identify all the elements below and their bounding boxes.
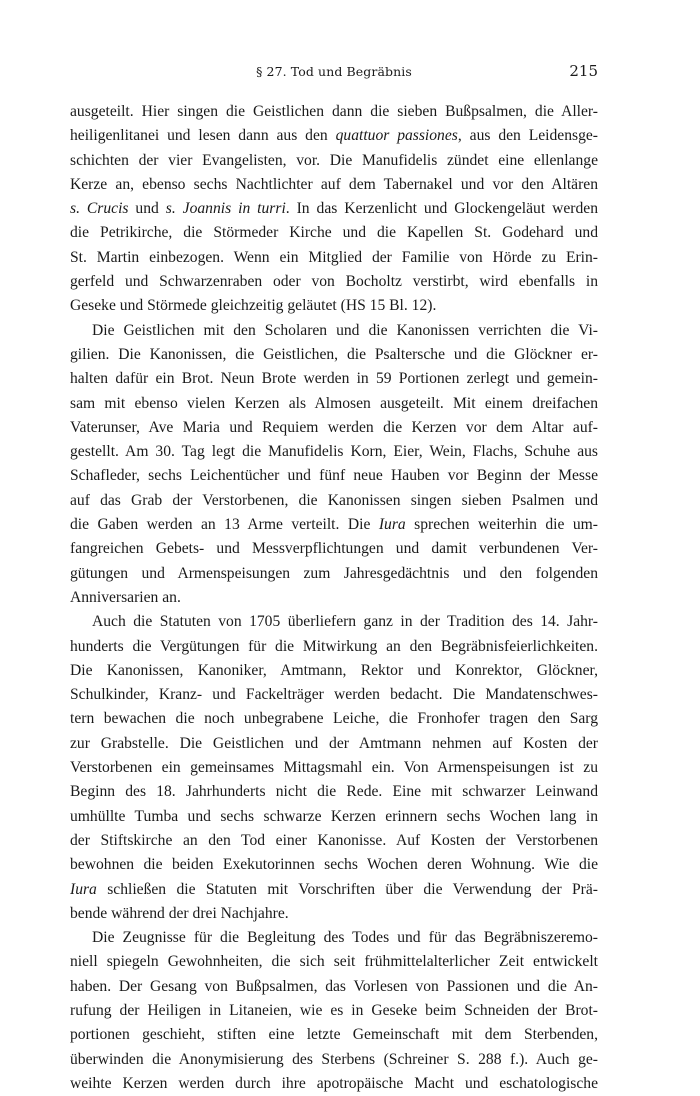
text-line: Schulkinder, Kranz- und Fackelträger werden bedacht. Die Mandatenschwes- (70, 686, 598, 704)
text-line: der Stiftskirche an den Tod einer Kanonisse. Auf Kosten der Verstorbenen (70, 831, 598, 849)
text-line: Kerze an, ebenso sechs Nachtlichter auf dem Tabernakel und vor den Altären (70, 175, 598, 193)
text-line: niell spiegeln Gewohnheiten, die sich seit frühmittelalterlicher Zeit entwickelt (70, 953, 598, 971)
paragraph (70, 319, 598, 611)
text-line: auf das Grab der Verstorbenen, die Kanonissen singen sieben Psalmen und (70, 491, 598, 509)
text-line: tern bewachen die noch unbegrabene Leiche, die Fronhofer tragen den Sarg (70, 710, 598, 728)
italic-term: quattuor passiones (335, 127, 458, 145)
text-line: St. Martin einbezogen. Wenn ein Mitglied der Familie von Hörde zu Erin- (70, 248, 598, 266)
text-line: umhüllte Tumba und sechs schwarze Kerzen erinnern sechs Wochen lang in (70, 807, 598, 825)
text-line: zur Grabstelle. Die Geistlichen und der Amtmann nehmen auf Kosten der (70, 734, 598, 752)
page-header (70, 62, 598, 82)
text-line: Die Zeugnisse für die Begleitung des Todes und für das Begräbniszeremo- (92, 929, 598, 947)
text-line: Vaterunser, Ave Maria und Requiem werden die Kerzen vor dem Altar auf- (70, 418, 598, 436)
text-line: hunderts die Vergütungen für die Mitwirkung an den Begräbnisfeierlichkeiten. (70, 637, 598, 655)
text-line: heiligenlitanei und lesen dann aus den quattuor passiones, aus den Leidensge- (70, 127, 599, 145)
text-line: Die Geistlichen mit den Scholaren und die Kanonissen verrichten die Vi- (92, 321, 598, 339)
text-line: überwinden die Anonymisierung des Sterbens (Schreiner S. 288 f.). Auch ge- (70, 1050, 598, 1068)
text-line: weihte Kerzen werden durch ihre apotropäische Macht und eschatologische (70, 1074, 598, 1092)
paragraph (70, 926, 598, 1096)
text-line: schichten der vier Evangelisten, vor. Die Manufidelis zündet eine ellenlange (70, 151, 598, 169)
text-line: die Petrikirche, die Störmeder Kirche und die Kapellen St. Godehard und (70, 224, 598, 242)
text-line: sam mit ebenso vielen Kerzen als Almosen ausgeteilt. Mit einem dreifachen (70, 394, 598, 412)
text-line: halten dafür ein Brot. Neun Brote werden in 59 Portionen zerlegt und gemein- (70, 370, 598, 388)
text-line: gütungen und Armenspeisungen zum Jahresgedächtnis und den folgenden (70, 564, 598, 582)
text-line: Anniversarien an. (70, 588, 181, 606)
running-head: § 27. Tod und Begräbnis (256, 64, 412, 79)
page-number: 215 (569, 62, 598, 80)
italic-term: Iura (70, 880, 97, 898)
text-line: haben. Der Gesang von Bußpsalmen, das Vorlesen von Passionen und die An- (70, 977, 598, 995)
text-line: s. Crucis und s. Joannis in turri. In das Kerzenlicht und Glockengeläut werden (70, 200, 598, 218)
text-line: portionen geschieht, stiften eine letzte Gemeinschaft mit dem Sterbenden, (70, 1026, 598, 1044)
paragraph (70, 610, 598, 926)
text-line: Die Kanonissen, Kanoniker, Amtmann, Rektor und Konrektor, Glöckner, (70, 661, 598, 679)
text-line: Schafleder, sechs Leichentücher und fünf neue Hauben vor Beginn der Messe (70, 467, 598, 485)
text-line: Geseke und Störmede gleichzeitig geläutet (HS 15 Bl. 12). (70, 297, 437, 315)
text-line: bende während der drei Nachjahre. (70, 904, 289, 922)
text-line: rufung der Heiligen in Litaneien, wie es in Geseke beim Schneiden der Brot- (70, 1001, 598, 1019)
text-line: Beginn des 18. Jahrhunderts nicht die Rede. Eine mit schwarzer Leinwand (70, 783, 598, 801)
paragraph (70, 100, 598, 319)
text-line: die Gaben werden an 13 Arme verteilt. Die Iura sprechen weiterhin die um- (70, 516, 598, 534)
text-line: Verstorbenen ein gemeinsames Mittagsmahl ein. Von Armenspeisungen ist zu (70, 759, 598, 777)
text-line: Iura schließen die Statuten mit Vorschriften über die Verwendung der Prä- (70, 880, 598, 898)
italic-term: s. Crucis (70, 200, 129, 218)
text-line: gilien. Die Kanonissen, die Geistlichen, die Psaltersche und die Glöckner er- (70, 345, 598, 363)
text-line: fangreichen Gebets- und Messverpflichtungen und damit verbundenen Ver- (70, 540, 598, 558)
text-line: gerfeld und Schwarzenraben oder von Bocholtz verstirbt, wird ebenfalls in (70, 273, 598, 291)
text-line: ausgeteilt. Hier singen die Geistlichen dann die sieben Bußpsalmen, die Aller- (70, 103, 598, 120)
italic-term: s. Joannis in turri (165, 200, 286, 218)
text-line: gestellt. Am 30. Tag legt die Manufidelis Korn, Eier, Wein, Flachs, Schuhe aus (70, 443, 598, 461)
text-line: Auch die Statuten von 1705 überliefern ganz in der Tradition des 14. Jahr- (92, 613, 598, 631)
body-text (70, 100, 598, 1096)
italic-term: Iura (378, 516, 406, 534)
text-line: bewohnen die beiden Exekutorinnen sechs Wochen deren Wohnung. Wie die (70, 856, 598, 874)
